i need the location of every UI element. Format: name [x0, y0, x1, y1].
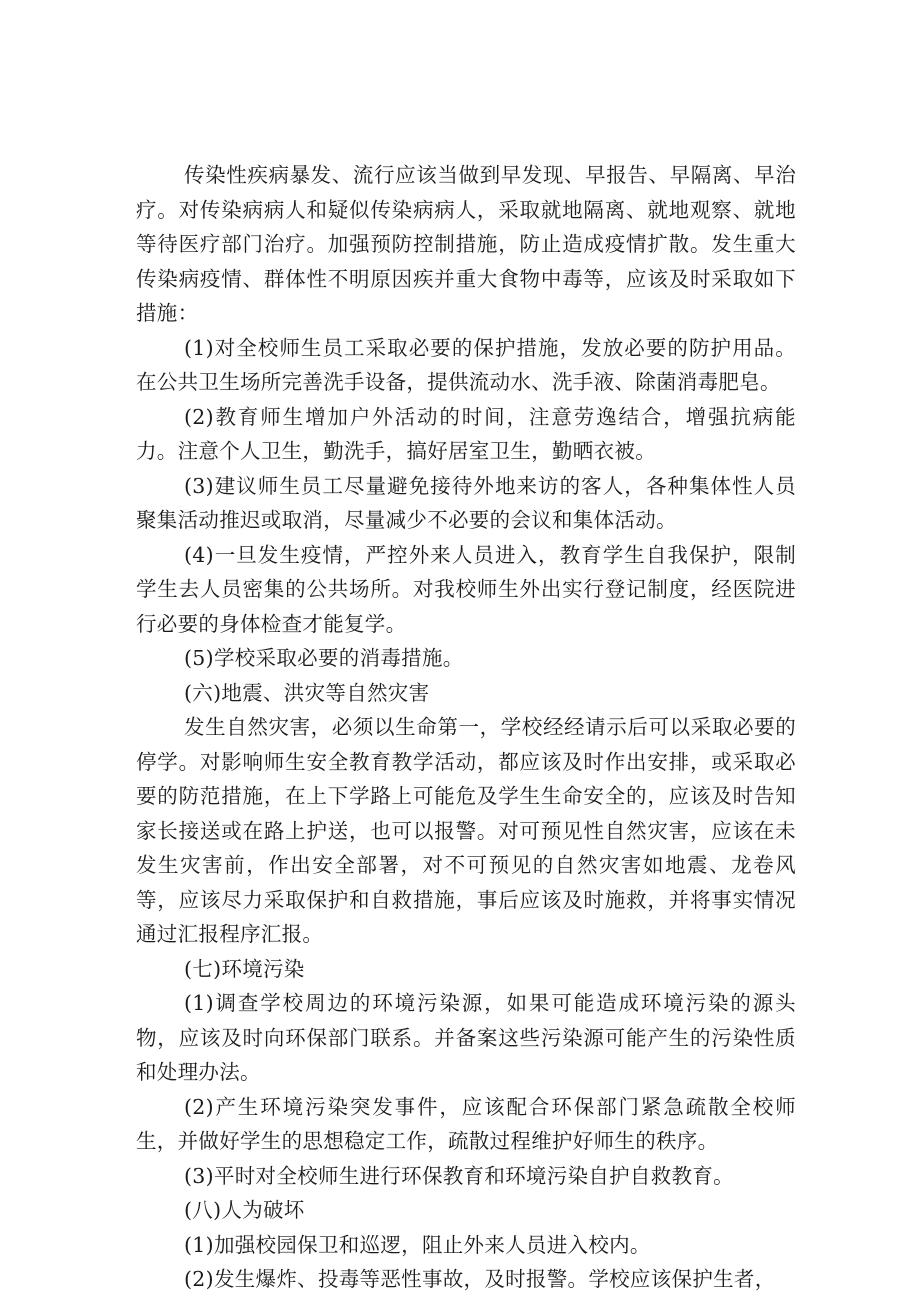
paragraph-pollution-item-3: (3)平时对全校师生进行环保教育和环境污染自护自救教育。 — [184, 1163, 734, 1188]
paragraph-sabotage-item-1: (1)加强校园保卫和巡逻，阻止外来人员进入校内。 — [184, 1232, 651, 1257]
document-body — [136, 158, 796, 1297]
section-heading-natural-disasters: (六)地震、洪灾等自然灾害 — [184, 680, 430, 705]
paragraph-pollution-item-2: (2)产生环境污染突发事件，应该配合环保部门紧急疏散全校师生，并做好学生的思想稳定工作，疏散过程维护好师生的秩序。 — [136, 1094, 796, 1153]
paragraph-item-2: (2)教育师生增加户外活动的时间，注意劳逸结合，增强抗病能力。注意个人卫生，勤洗手，搞好居室卫生，勤晒衣被。 — [136, 404, 796, 463]
paragraph-intro: 传染性疾病暴发、流行应该当做到早发现、早报告、早隔离、早治疗。对传染病病人和疑似传染病病人，采取就地隔离、就地观察、就地等待医疗部门治疗。加强预防控制措施，防止造成疫情扩散。发生重大传染病疫情、群体性不明原因疾并重大食物中毒等，应该及时采取如下措施： — [136, 163, 796, 325]
paragraph-natural-disasters: 发生自然灾害，必须以生命第一，学校经经请示后可以采取必要的停学。对影响师生安全教育教学活动，都应该及时作出安排，或采取必要的防范措施，在上下学路上可能危及学生生命安全的，应该及时告知家长接送或在路上护送，也可以报警。对可预见性自然灾害，应该在未发生灾害前，作出安全部署，对不可预见的自然灾害如地震、龙卷风等，应该尽力采取保护和自救措施，事后应该及时施救，并将事实情况通过汇报程序汇报。 — [136, 715, 796, 946]
section-heading-human-sabotage: (八)人为破坏 — [184, 1198, 305, 1222]
paragraph-pollution-item-1: (1)调查学校周边的环境污染源，如果可能造成环境污染的源头物，应该及时向环保部门联系。并备案这些污染源可能产生的污染性质和处理办法。 — [136, 991, 796, 1084]
section-heading-environmental-pollution: (七)环境污染 — [184, 956, 305, 981]
paragraph-item-3: (3)建议师生员工尽量避免接待外地来访的客人，各种集体性人员聚集活动推迟或取消，尽量减少不必要的会议和集体活动。 — [136, 473, 796, 532]
paragraph-item-1: (1)对全校师生员工采取必要的保护措施，发放必要的防护用品。在公共卫生场所完善洗手设备，提供流动水、洗手液、除菌消毒肥皂。 — [136, 335, 796, 394]
paragraph-item-5: (5)学校采取必要的消毒措施。 — [184, 646, 464, 670]
paragraph-item-4: (4)一旦发生疫情，严控外来人员进入，教育学生自我保护，限制学生去人员密集的公共场所。对我校师生外出实行登记制度，经医院进行必要的身体检查才能复学。 — [136, 542, 796, 636]
paragraph-sabotage-item-2: (2)发生爆炸、投毒等恶性事故，及时报警。学校应该保护生者， — [184, 1267, 776, 1291]
